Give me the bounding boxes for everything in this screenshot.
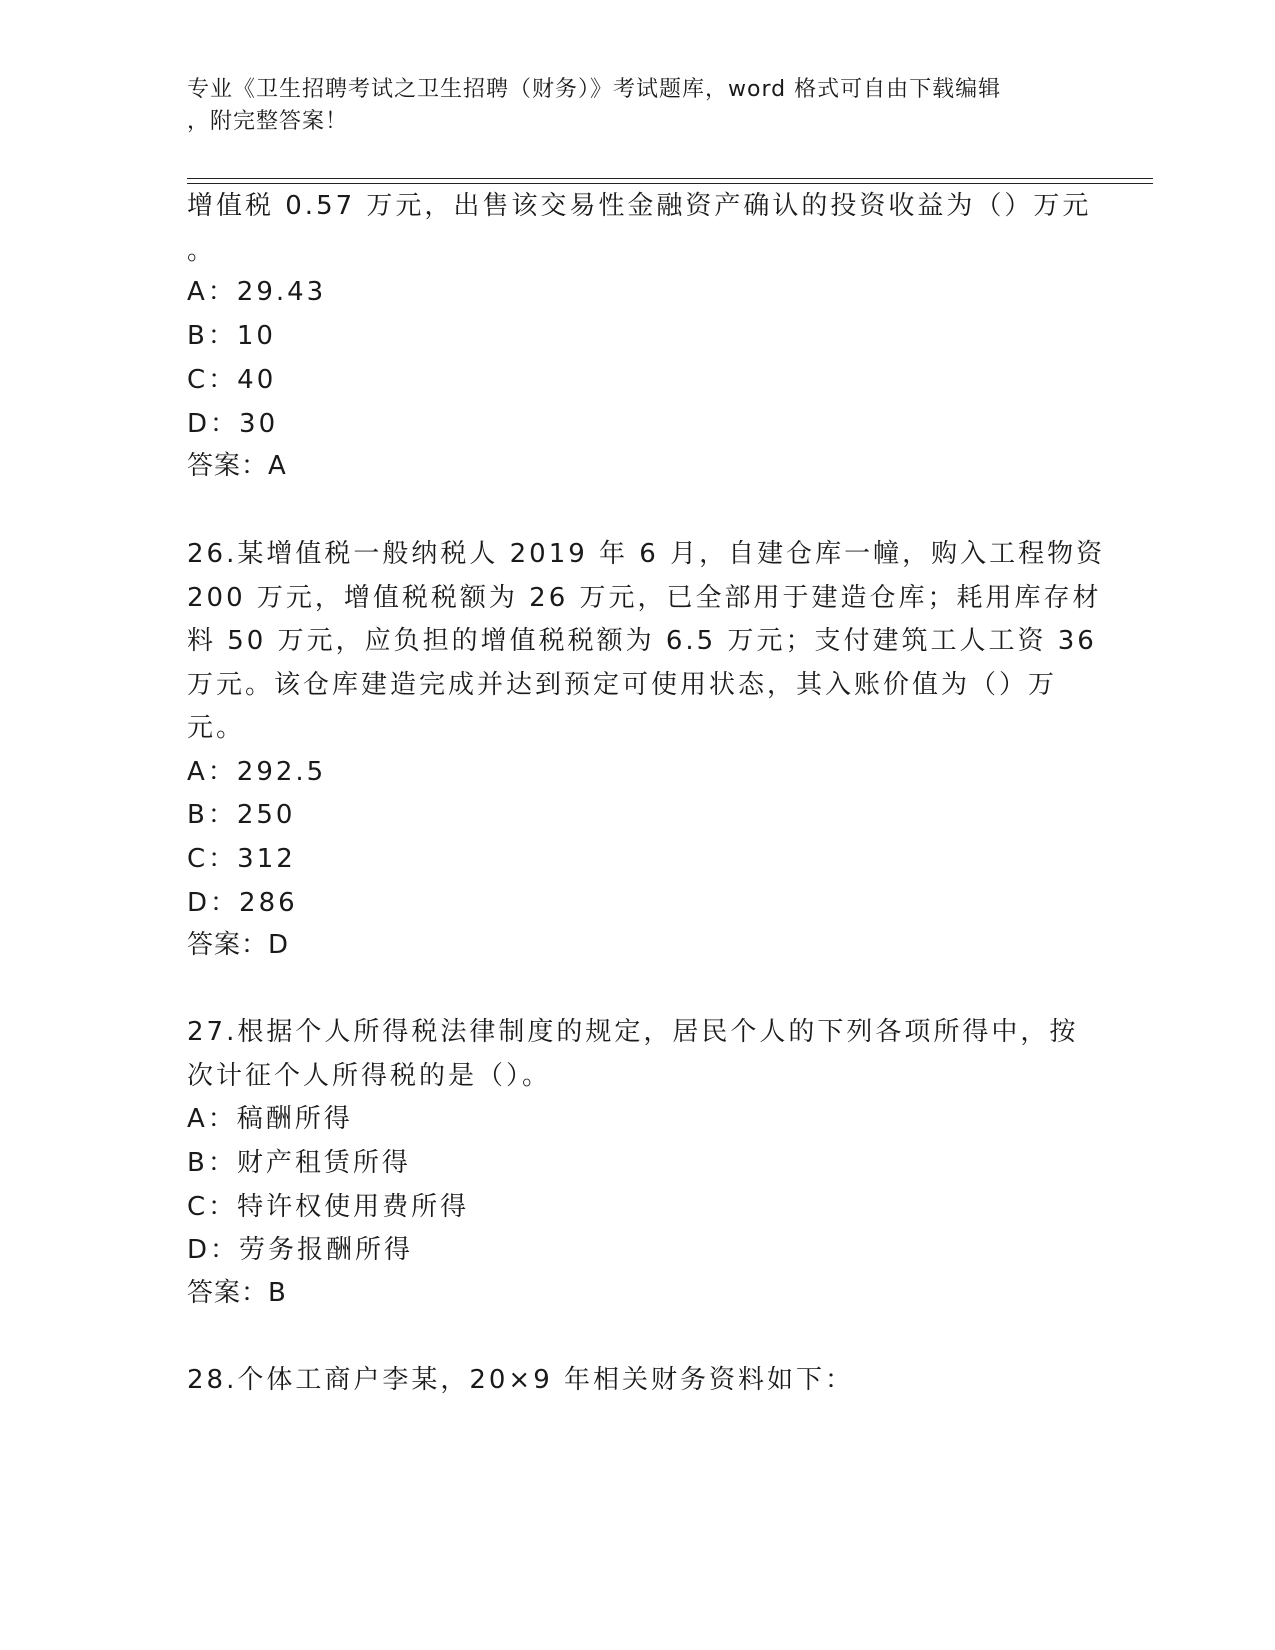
q26-stem-line-1: 26.某增值税一般纳税人 2019 年 6 月，自建仓库一幢，购入工程物资 [187, 539, 1106, 569]
q25-option-c: C：40 [187, 365, 277, 395]
q27-stem-line-1: 27.根据个人所得税法律制度的规定，居民个人的下列各项所得中，按 [187, 1017, 1079, 1047]
header-title-line-1: 专业《卫生招聘考试之卫生招聘（财务）》考试题库，word 格式可自由下载编辑 [187, 77, 1002, 102]
q26-option-a: A：292.5 [187, 757, 327, 787]
q25-stem-line-2: 。 [187, 236, 217, 266]
q26-stem-line-5: 元。 [187, 713, 246, 743]
q25-option-a: A：29.43 [187, 277, 327, 307]
q25-option-b: B：10 [187, 321, 276, 351]
header-divider-bottom [187, 183, 1153, 184]
document-header [187, 74, 1067, 138]
q25-answer: 答案：A [187, 451, 287, 481]
q25-option-d: D：30 [187, 409, 279, 439]
q26-option-d: D：286 [187, 888, 298, 918]
q27-option-c: C：特许权使用费所得 [187, 1192, 470, 1222]
q26-stem-line-2: 200 万元，增值税税额为 26 万元，已全部用于建造仓库；耗用库存材 [187, 583, 1102, 613]
q27-option-a: A：稿酬所得 [187, 1104, 353, 1134]
q27-option-d: D：劳务报酬所得 [187, 1235, 414, 1265]
q28-stem-line-1: 28.个体工商户李某，20×9 年相关财务资料如下： [187, 1365, 855, 1395]
q26-stem-line-4: 万元。该仓库建造完成并达到预定可使用状态，其入账价值为（）万 [187, 670, 1058, 700]
q27-option-b: B：财产租赁所得 [187, 1148, 411, 1178]
q27-answer: 答案：B [187, 1278, 287, 1308]
q26-stem-line-3: 料 50 万元，应负担的增值税税额为 6.5 万元；支付建筑工人工资 36 [187, 626, 1097, 656]
q26-option-b: B：250 [187, 800, 296, 830]
header-title-line-2: ，附完整答案！ [187, 109, 349, 134]
q26-option-c: C：312 [187, 844, 296, 874]
q25-stem-line-1: 增值税 0.57 万元，出售该交易性金融资产确认的投资收益为（）万元 [187, 191, 1092, 221]
q26-answer: 答案：D [187, 930, 290, 960]
q27-stem-line-2: 次计征个人所得税的是（）。 [187, 1061, 552, 1091]
header-divider-top [187, 178, 1153, 179]
